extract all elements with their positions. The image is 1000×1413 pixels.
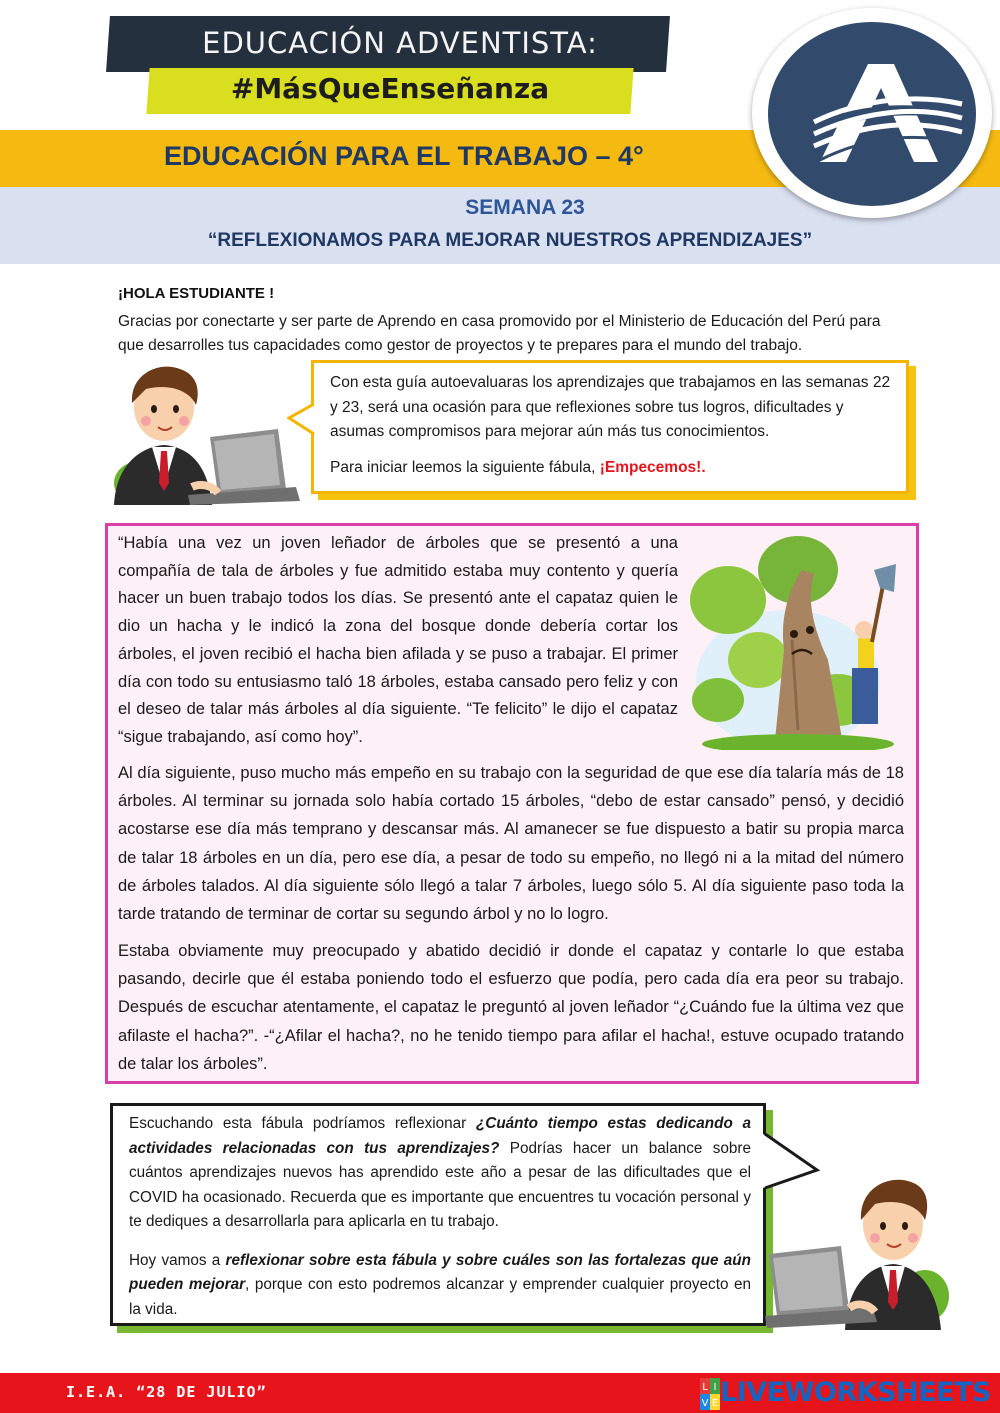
- banner-title: EDUCACIÓN ADVENTISTA:: [202, 26, 598, 60]
- speech-tail-icon: [287, 402, 317, 436]
- week-label: SEMANA 23: [465, 196, 585, 219]
- greeting-text: Gracias por conectarte y ser parte de Aprendo en casa promovido por el Ministerio de Educación del Perú para que desarrolles tus capacidades como gestor de proyectos y te prepares para el mundo del trabajo.: [118, 313, 881, 354]
- guide-paragraph: Con esta guía autoevaluaras los aprendizajes que trabajamos en las semanas 22 y 23, será una ocasión para que reflexiones sobre tus logros, dificultades y asumas compromisos para mejorar aún más tus conocimientos.: [330, 374, 891, 440]
- fable-paragraph-1: “Había una vez un joven leñador de árboles que se presentó a una compañía de tala de árboles y fue admitido estaba muy contento y quería hacer un buen trabajo todos los días. Se presentó ante el capataz quien le dio un hacha y le indicó la zona del bosque donde debería cortar los árboles, el joven recibió el hacha bien afilada y se puso a trabajar. El primer día con todo su entusiasmo taló 18 árboles, estaba cansado pero feliz y con el deseo de talar más árboles al día siguiente. “Te felicito” le dijo el capataz “sigue trabajando, así como hoy”.: [118, 534, 678, 746]
- reflection-question: ¿Cuánto tiempo estas dedicando a actividades relacionadas con tus aprendizajes?: [129, 1115, 751, 1157]
- subject-title: EDUCACIÓN PARA EL TRABAJO – 4°: [164, 141, 644, 171]
- reflection-goal: reflexionar sobre esta fábula y sobre cuáles son las fortalezas que aún pueden mejorar: [129, 1251, 751, 1293]
- badge-letter: I: [713, 1382, 717, 1393]
- liveworksheets-badge-icon: [700, 1378, 720, 1410]
- start-paragraph: Para iniciar leemos la siguiente fábula, ¡Empecemos!.: [330, 458, 706, 476]
- badge-letter: E: [711, 1398, 719, 1409]
- lets-begin-text: ¡Empecemos!.: [599, 458, 706, 476]
- school-name: I.E.A. “28 DE JULIO”: [66, 1383, 267, 1401]
- fable-paragraph-3: Estaba obviamente muy preocupado y abatido decidió ir donde el capataz y contarle lo que estaba pasando, decirle que él estaba poniendo todo el esfuerzo que podía, pero cada día era peor su trabajo. Después de escuchar atentamente, el capataz le preguntó al joven leñador “¿Cuándo fue la última vez que afilaste el hacha?”. -“¿Afilar el hacha?, no he tenido tiempo para afilar el hacha!, estuve ocupado tratando de talar los árboles”.: [118, 942, 904, 1073]
- intro-speech-box: [311, 360, 909, 494]
- reflection-paragraph-1: Escuchando esta fábula podríamos reflexionar ¿Cuánto tiempo estas dedicando a actividades relacionadas con tus aprendizajes? Podrías hacer un balance sobre cuántos aprendizajes nuevos has aprendido este año a pesar de las dificultades que el COVID ha ocasionado. Recuerda que es importante que encuentres tu vocación personal y te dediques a desarrollarla para aplicarla en tu trabajo.: [129, 1115, 751, 1230]
- greeting-title: ¡HOLA ESTUDIANTE !: [118, 285, 275, 302]
- badge-letter: V: [701, 1398, 709, 1409]
- banner-hashtag: #MásQueEnseñanza: [230, 72, 550, 105]
- reflection-box: [110, 1103, 766, 1326]
- student-at-laptop-icon: [765, 1162, 955, 1332]
- adventist-a-icon: [768, 22, 976, 206]
- lumberjack-illustration-icon: [688, 530, 906, 750]
- fable-paragraph-2: Al día siguiente, puso mucho más empeño en su trabajo con la seguridad de que ese día talaría más de 18 árboles. Al terminar su jornada solo había cortado 15 árboles, “debo de estar cansado” pensó, y decidió acostarse ese día más temprano y descansar más. Al amanecer se fue dispuesto a batir su propia marca de talar 18 árboles en un día, pero ese día, a pesar de todo su empeño, no llegó ni a la mitad del número de árboles talados. Al día siguiente sólo llegó a talar 7 árboles, luego sólo 5. Al día siguiente paso toda la tarde tratando de terminar de cortar su segundo árbol y no lo logro.: [118, 764, 904, 924]
- badge-letter: L: [702, 1382, 708, 1393]
- liveworksheets-logo[interactable]: LIVEWORKSHEETS: [720, 1377, 991, 1408]
- reflection-paragraph-2: Hoy vamos a reflexionar sobre esta fábula y sobre cuáles son las fortalezas que aún pueden mejorar, porque con esto podremos alcanzar y emprender cualquier proyecto en la vida.: [129, 1251, 751, 1318]
- week-title: “REFLEXIONAMOS PARA MEJORAR NUESTROS APRENDIZAJES”: [207, 230, 813, 251]
